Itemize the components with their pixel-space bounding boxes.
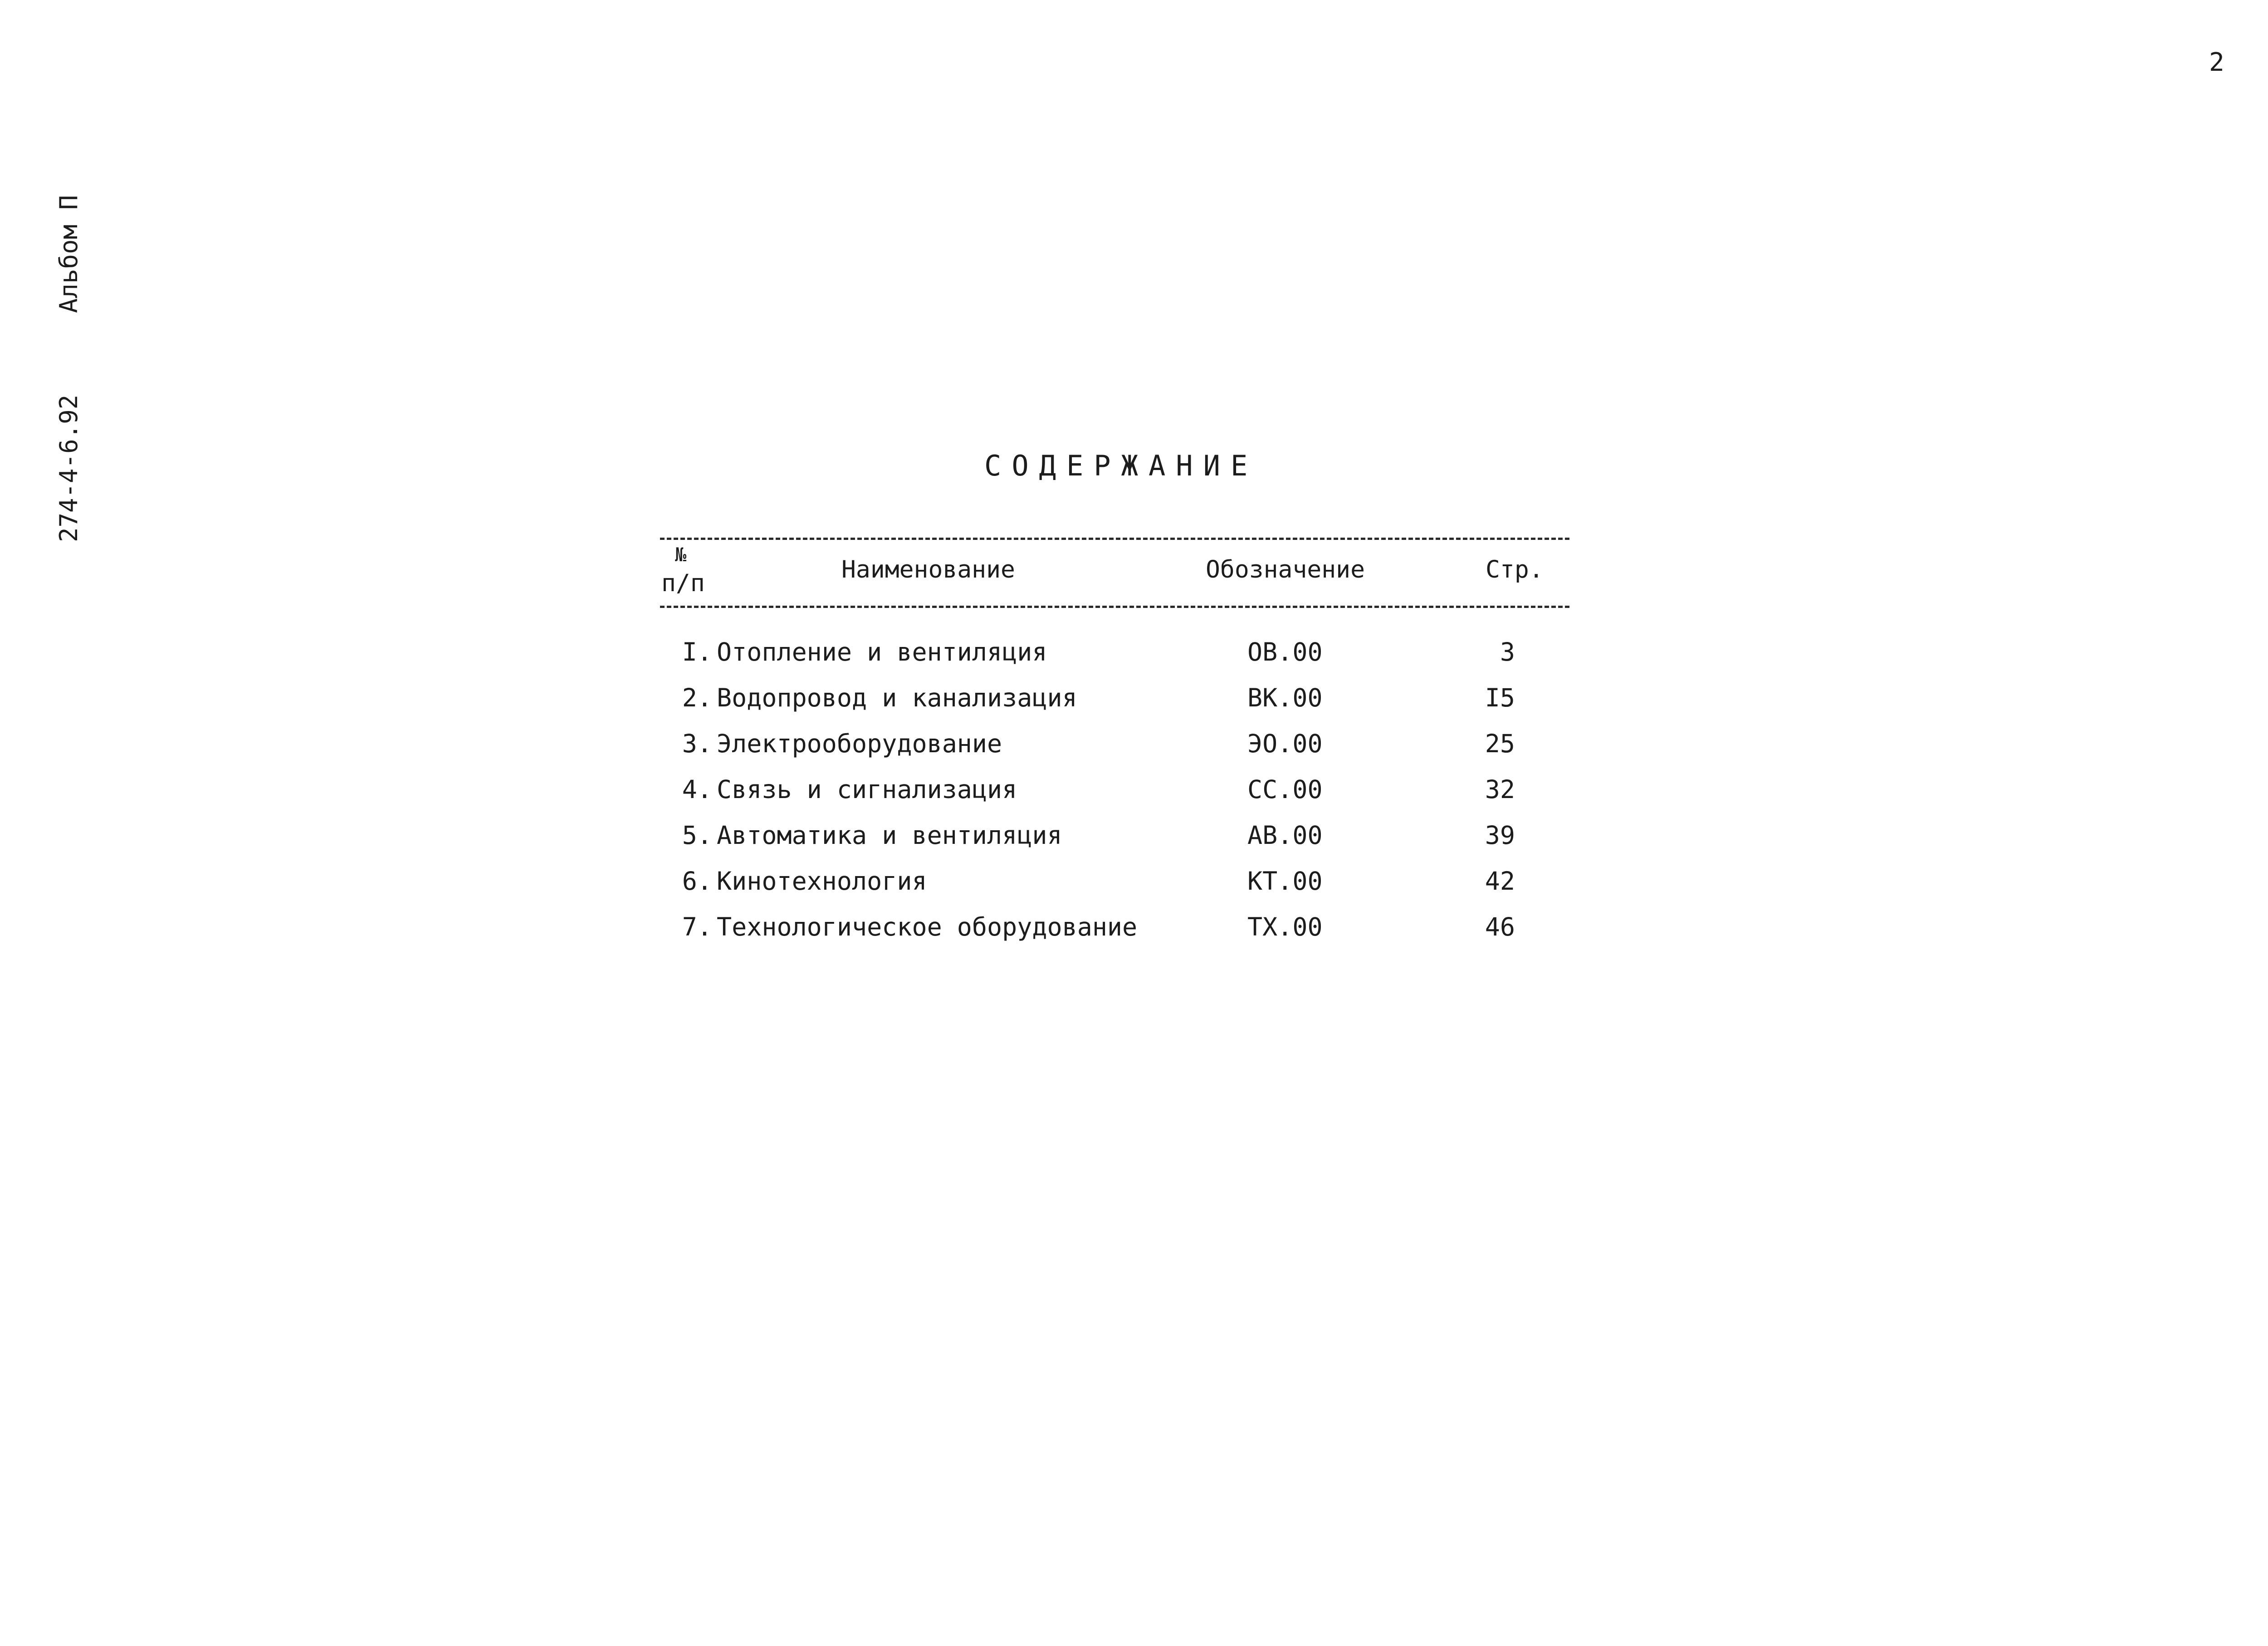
- header-name: Наименование: [841, 556, 1015, 583]
- row-page: 3: [1500, 637, 1515, 666]
- row-number: 4.: [682, 775, 712, 804]
- row-name: Электрооборудование: [717, 729, 1002, 758]
- row-page: 46: [1485, 912, 1515, 941]
- row-number: 3.: [682, 729, 712, 758]
- row-number: 7.: [682, 912, 712, 941]
- row-code: АВ.00: [1247, 821, 1323, 850]
- row-page: 32: [1485, 775, 1515, 804]
- header-code: Обозначение: [1206, 556, 1365, 583]
- row-name: Водопровод и канализация: [717, 683, 1077, 712]
- row-name: Отопление и вентиляция: [717, 637, 1047, 666]
- row-number: I.: [682, 637, 712, 666]
- table-row: [667, 912, 1574, 949]
- row-code: ЭО.00: [1247, 729, 1323, 758]
- table-row: [667, 775, 1574, 811]
- row-page: 39: [1485, 821, 1515, 850]
- page-number: 2: [2209, 48, 2224, 77]
- row-code: КТ.00: [1247, 867, 1323, 896]
- header-page: Стр.: [1486, 556, 1544, 583]
- side-label-doc-code: 274-4-6.92: [54, 394, 83, 542]
- table-row: [667, 729, 1574, 765]
- row-number: 2.: [682, 683, 712, 712]
- row-number: 5.: [682, 821, 712, 850]
- row-page: 25: [1485, 729, 1515, 758]
- table-row: [667, 683, 1574, 720]
- row-number: 6.: [682, 867, 712, 896]
- row-page: 42: [1485, 867, 1515, 896]
- row-code: ВК.00: [1247, 683, 1323, 712]
- table-row: [667, 637, 1574, 674]
- row-page: I5: [1485, 683, 1515, 712]
- row-name: Кинотехнология: [717, 867, 927, 896]
- row-code: ОВ.00: [1247, 637, 1323, 666]
- header-number-mark: №: [675, 544, 687, 566]
- row-name: Технологическое оборудование: [717, 912, 1138, 941]
- toc-title: СОДЕРЖАНИЕ: [984, 449, 1258, 482]
- table-row: [667, 821, 1574, 857]
- header-number-pp: п/п: [661, 569, 705, 597]
- table-header-rule: [660, 606, 1569, 608]
- table-top-rule: [660, 538, 1569, 540]
- row-code: СС.00: [1247, 775, 1323, 804]
- table-row: [667, 867, 1574, 903]
- side-label-album: Альбом П: [54, 195, 83, 313]
- row-name: Автоматика и вентиляция: [717, 821, 1062, 850]
- row-name: Связь и сигнализация: [717, 775, 1017, 804]
- row-code: ТХ.00: [1247, 912, 1323, 941]
